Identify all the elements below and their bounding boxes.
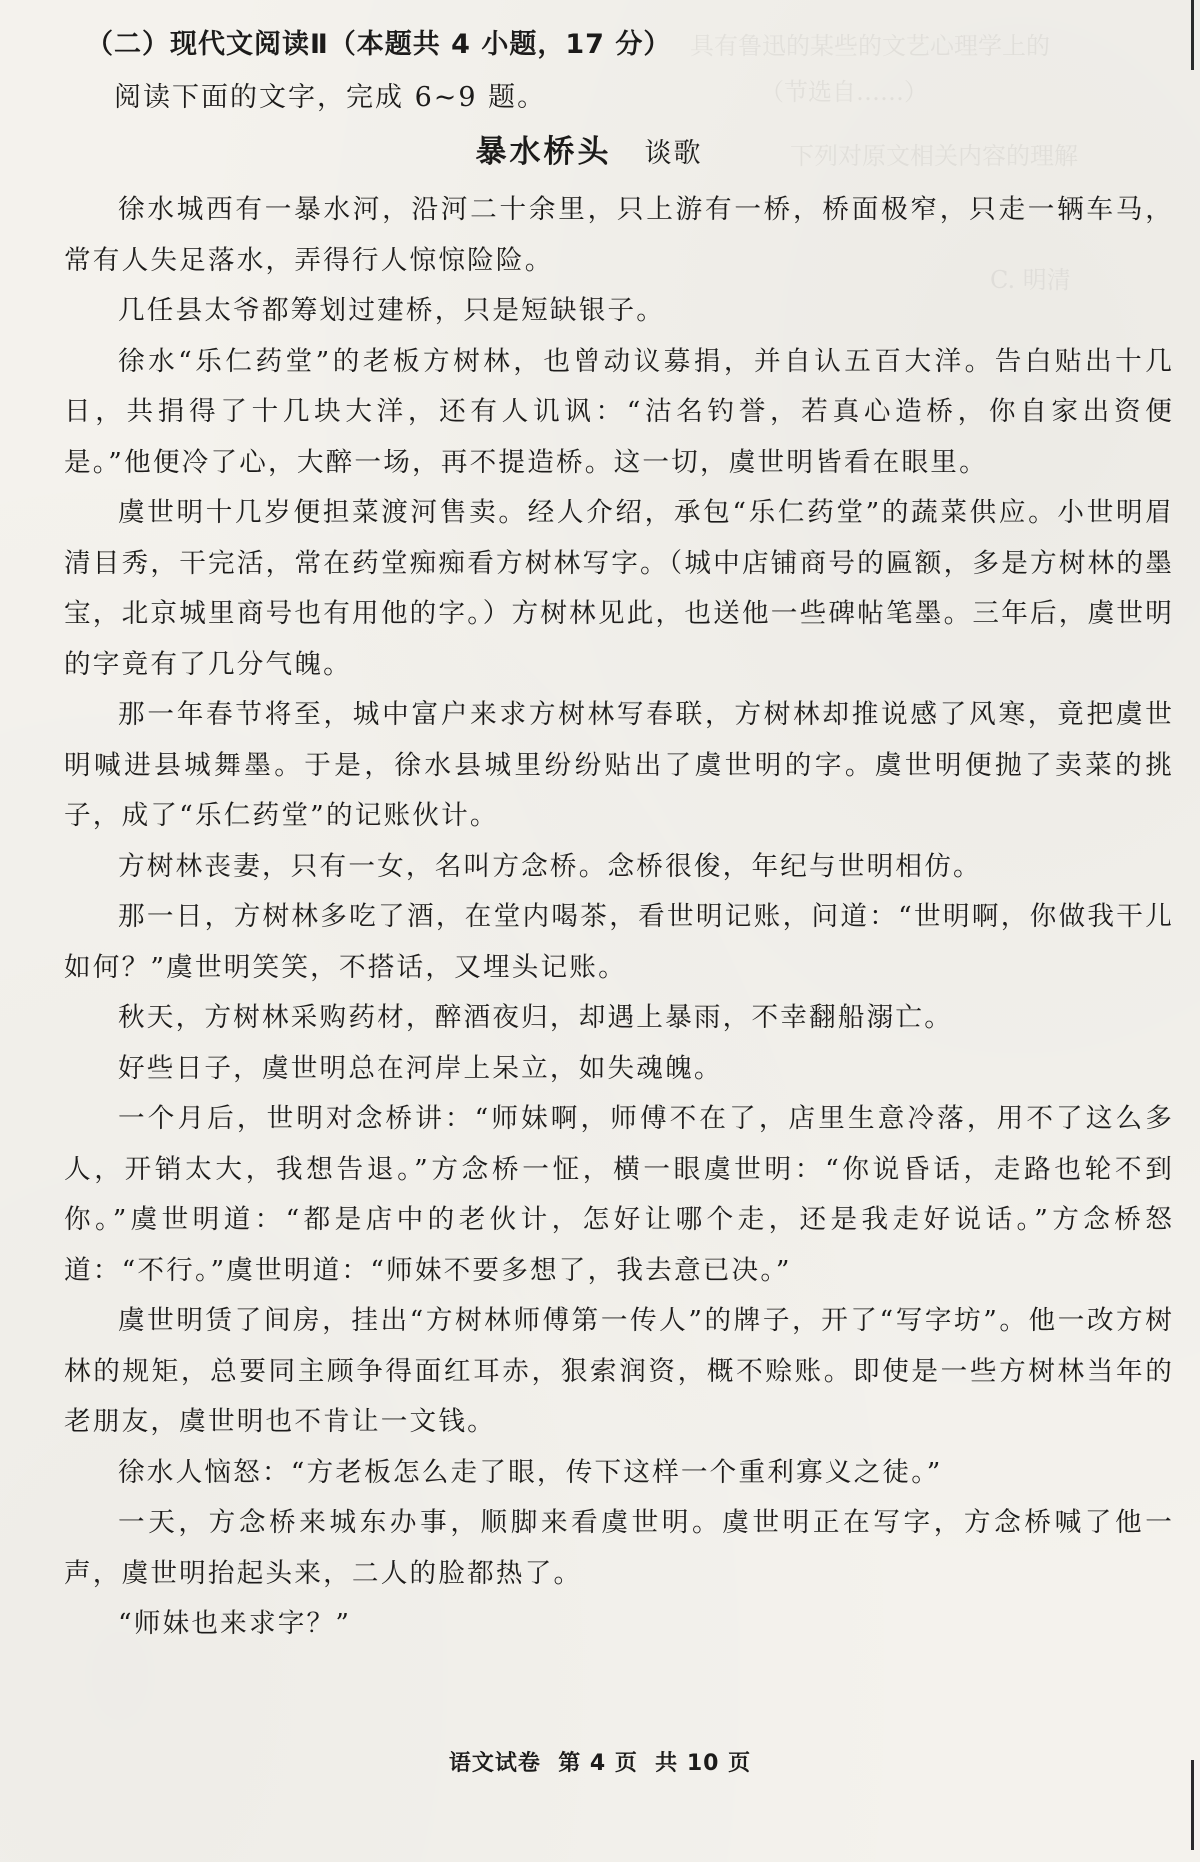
paragraph: 好些日子，虞世明总在河岸上呆立，如失魂魄。 [118,1052,723,1084]
paragraph: 虞世明十几岁便担菜渡河售卖。经人介绍，承包“乐仁药堂”的蔬菜供应。小世明眉清目秀，干完活，常在药堂痴痴看方树林写字。（城中店铺商号的匾额，多是方树林的墨宝，北京城里商号也有用他的字。）方树林见此，也送他一些碑帖笔墨。三年后，虞世明的字竟有了几分气魄。 [64,497,1174,680]
story-body [64,185,1174,1650]
story-title: 暴水桥头 [475,134,612,170]
story-author: 谈歌 [644,138,703,169]
scan-edge-mark [1191,0,1194,70]
paragraph: 徐水人恼怒：“方老板怎么走了眼，传下这样一个重利寡义之徒。” [118,1456,943,1488]
paragraph: 虞世明赁了间房，挂出“方树林师傅第一传人”的牌子，开了“写字坊”。他一改方树林的规矩，总要同主顾争得面红耳赤，狠索润资，概不赊账。即使是一些方树林当年的老朋友，虞世明也不肯让一文钱。 [64,1305,1174,1437]
paragraph: 几任县太爷都筹划过建桥，只是短缺银子。 [118,295,666,326]
bleed-through-text: （节选自……） [760,78,928,106]
paragraph: 徐水“乐仁药堂”的老板方树林，也曾动议募捐，并自认五百大洋。告白贴出十几日，共捐得了十几块大洋，还有人讥讽：“沽名钓誉，若真心造桥，你自家出资便是。”他便冷了心，大醉一场，再不提造桥。这一切，虞世明皆看在眼里。 [64,345,1174,478]
reading-instruction: 阅读下面的文字，完成 6~9 题。 [114,82,547,113]
paragraph: 秋天，方树林采购药材，醉酒夜归，却遇上暴雨，不幸翻船溺亡。 [118,1002,954,1033]
paragraph: 一天，方念桥来城东办事，顺脚来看虞世明。虞世明正在写字，方念桥喊了他一声，虞世明抬起头来，二人的脸都热了。 [64,1507,1174,1589]
paragraph: 那一日，方树林多吃了酒，在堂内喝茶，看世明记账，问道：“世明啊，你做我干儿如何？”虞世明笑笑，不搭话，又埋头记账。 [64,901,1174,983]
bleed-through-text: C. 明清 [990,266,1071,294]
scan-edge-mark [1191,1760,1194,1850]
paragraph: 徐水城西有一暴水河，沿河二十余里，只上游有一桥，桥面极窄，只走一辆车马，常有人失足落水，弄得行人惊惊险险。 [64,194,1174,276]
paragraph: 那一年春节将至，城中富户来求方树林写春联，方树林却推说感了风寒，竟把虞世明喊进县城舞墨。于是，徐水县城里纷纷贴出了虞世明的字。虞世明便抛了卖菜的挑子，成了“乐仁药堂”的记账伙计。 [64,699,1174,831]
bleed-through-text: 下列对原文相关内容的理解 [790,142,1078,170]
section-heading: （二）现代文阅读Ⅱ（本题共 4 小题，17 分） [86,29,672,60]
page-footer: 语文试卷 第 4 页 共 10 页 [448,1751,752,1776]
paragraph: “师妹也来求字？” [118,1608,352,1639]
story-title-row [64,126,1174,171]
bleed-through-text: 具有鲁迅的某些的文艺心理学上的 [690,32,1050,60]
paragraph: 一个月后，世明对念桥讲：“师妹啊，师傅不在了，店里生意冷落，用不了这么多人，开销太大，我想告退。”方念桥一怔，横一眼虞世明：“你说昏话，走路也轮不到你。”虞世明道：“都是店中的老伙计，怎好让哪个走，还是我走好说话。”方念桥怒道：“不行。”虞世明道：“师妹不要多想了，我去意已决。” [64,1103,1174,1286]
paragraph: 方树林丧妻，只有一女，名叫方念桥。念桥很俊，年纪与世明相仿。 [118,850,982,882]
